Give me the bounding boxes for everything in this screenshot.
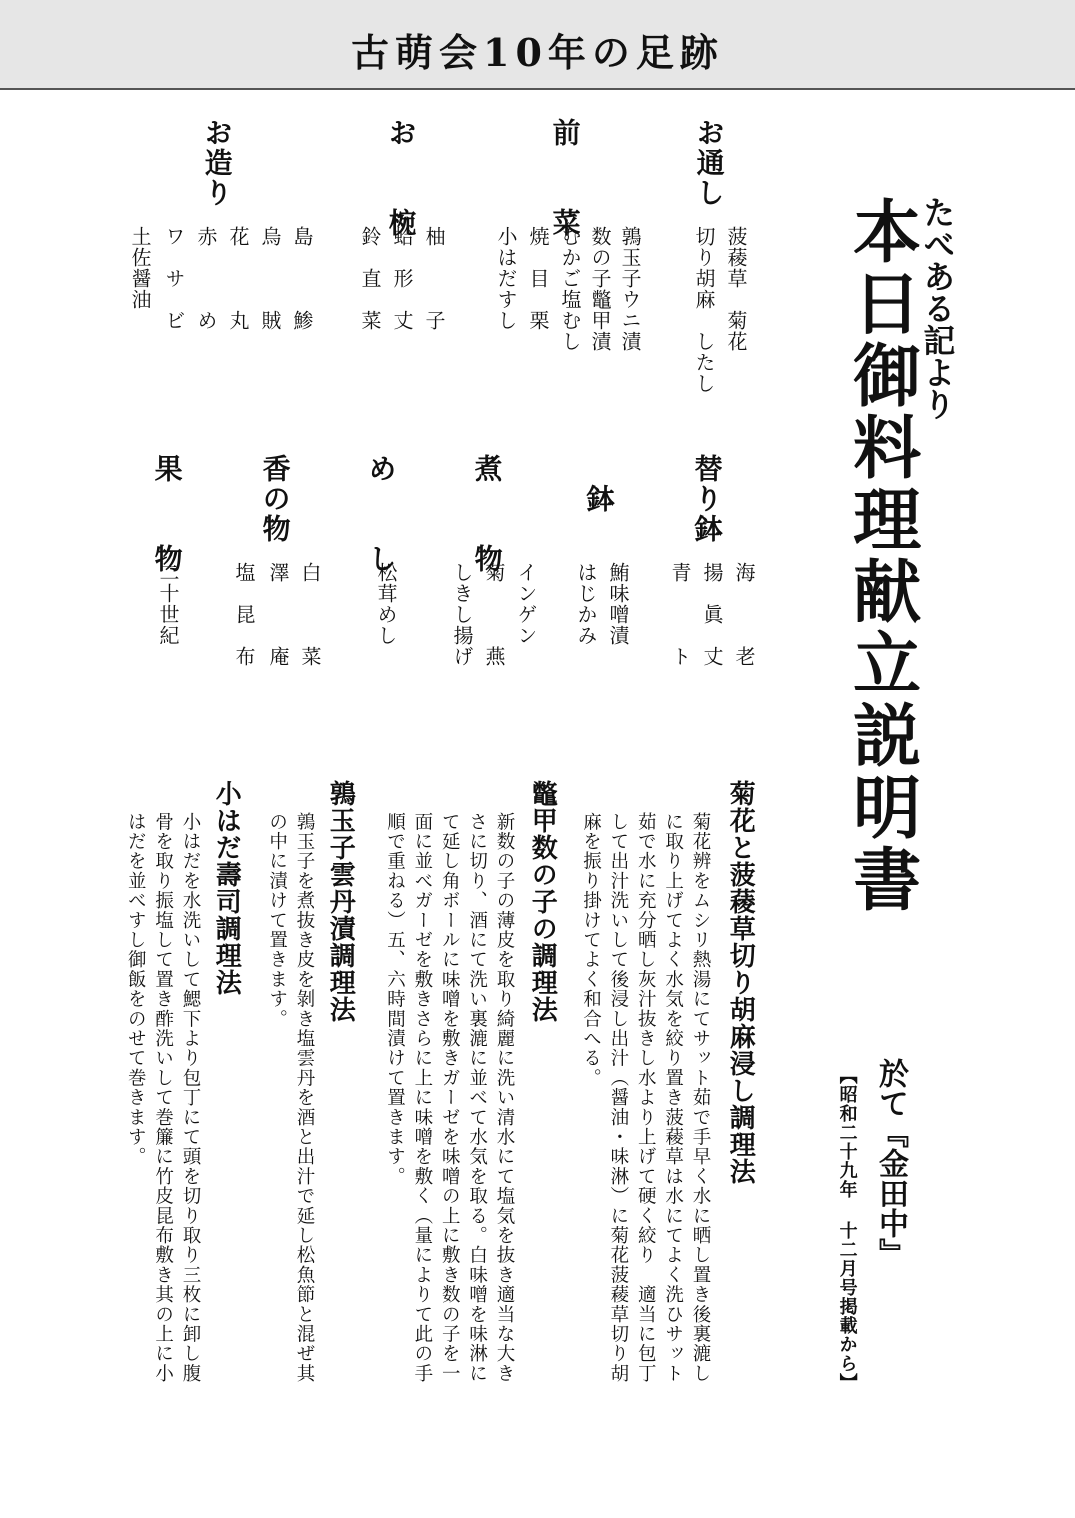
dish: 鈴 直 菜 <box>358 226 382 331</box>
course-kudamono: 果 物 <box>150 454 184 574</box>
dish: 柚 子 <box>422 226 446 331</box>
recipe-title: 鶉玉子雲丹漬調理法 <box>325 780 356 1023</box>
dish: 小はだすし <box>494 226 518 331</box>
dish: 鮪味噌漬 <box>606 562 630 646</box>
dish: 塩 昆 布 <box>232 562 256 667</box>
dish: 鶉玉子ウニ漬 <box>618 226 642 352</box>
dish: 赤 め <box>194 226 218 331</box>
recipe-body: 小はだを水洗いして鰓下より包丁にて頭を切り取り三枚に卸し腹骨を取り振塩して置き酢洗いして巻簾に竹皮昆布敷き其の上に小はだを並べすし御飯をのせて巻きます。 <box>125 812 201 1384</box>
course-kounomono: 香の物 <box>258 454 292 544</box>
venue: 於て『金田中』 <box>873 1058 908 1268</box>
recipe-title: 鼈甲数の子の調理法 <box>527 780 558 1023</box>
dish: 土佐醤油 <box>128 226 152 310</box>
dish: 松茸めし <box>374 562 398 646</box>
dish: 菠薐草 菊花 <box>724 226 748 352</box>
course-kawaribachi: 替り鉢 <box>690 454 724 544</box>
dish: 焼 目 栗 <box>526 226 550 331</box>
dish: 蛤 形 丈 <box>390 226 414 331</box>
course-nimono: 煮 物 <box>470 454 504 574</box>
dish: 白 菜 <box>298 562 322 667</box>
recipe-body: 鶉玉子を煮抜き皮を剝き塩雲丹を酒と出汁で延し松魚節と混ぜ其の中に漬けて置きます。 <box>266 812 315 1384</box>
main-title: 本日御料理献立説明書 <box>841 196 922 916</box>
dish: はじかみ <box>574 562 598 646</box>
publication-credit: 【昭和二十九年 十二月号掲載から】 <box>836 1066 858 1392</box>
recipe-body: 新数の子の薄皮を取り綺麗に洗い清水にて塩気を抜き適当な大きさに切り、酒にて洗い裏漉に並べて水気を取る。白味噌を味淋にて延し角ボールに味噌を敷きガーゼを味噌の上に敷き数の子を一面に並べガーゼを敷きさらに上に味噌を敷く（量によりて此の手順で重ねる）五、六時間漬けて置きます。 <box>384 812 515 1384</box>
dish: 青 ト <box>668 562 692 667</box>
dish: 海 老 <box>732 562 756 667</box>
dish: しきし揚げ <box>450 562 474 667</box>
course-meshi: め し <box>364 454 398 574</box>
dish: 烏 賊 <box>258 226 282 331</box>
recipe-title: 菊花と菠薐草切り胡麻浸し調理法 <box>725 780 756 1185</box>
dish: むかご塩むし <box>558 226 582 352</box>
dish: 切り胡麻 したし <box>692 226 716 394</box>
dish: 菊 燕 <box>482 562 506 667</box>
header-title: 古萌会10年の足跡 <box>351 30 724 75</box>
dish: ワ サ ビ <box>162 226 186 331</box>
dish: 揚 眞 丈 <box>700 562 724 667</box>
recipe-title: 小はだ壽司調理法 <box>211 780 242 996</box>
course-owan: お 椀 <box>384 118 418 238</box>
course-hachi: 鉢 <box>582 484 616 514</box>
dish: インゲン <box>514 562 538 646</box>
recipe-body: 菊花辨をムシリ熱湯にてサット茹で手早く水に晒し置き後裏漉しに取り上げてよく水気を絞り置き菠薐草は水にてよく洗ひサット茹で水に充分晒し灰汁抜きし水より上げて硬く絞り 適当に包丁して出汁洗いして後浸し出汁（醤油・味淋）に菊花菠薐草切り胡麻を振り掛けてよく和合へる。 <box>580 812 711 1384</box>
course-otoshi: お通し <box>692 118 726 208</box>
course-otsukuri: お造り <box>200 118 234 208</box>
dish: 花 丸 <box>226 226 250 331</box>
dish: 澤 庵 <box>266 562 290 667</box>
dish: 島 鯵 <box>290 226 314 331</box>
page-header <box>0 0 1075 90</box>
course-zensai: 前 菜 <box>548 118 582 238</box>
subtitle: たべある記より <box>918 196 957 420</box>
dish: 数の子鼈甲漬 <box>588 226 612 352</box>
dish: 二十世紀 <box>156 562 180 646</box>
